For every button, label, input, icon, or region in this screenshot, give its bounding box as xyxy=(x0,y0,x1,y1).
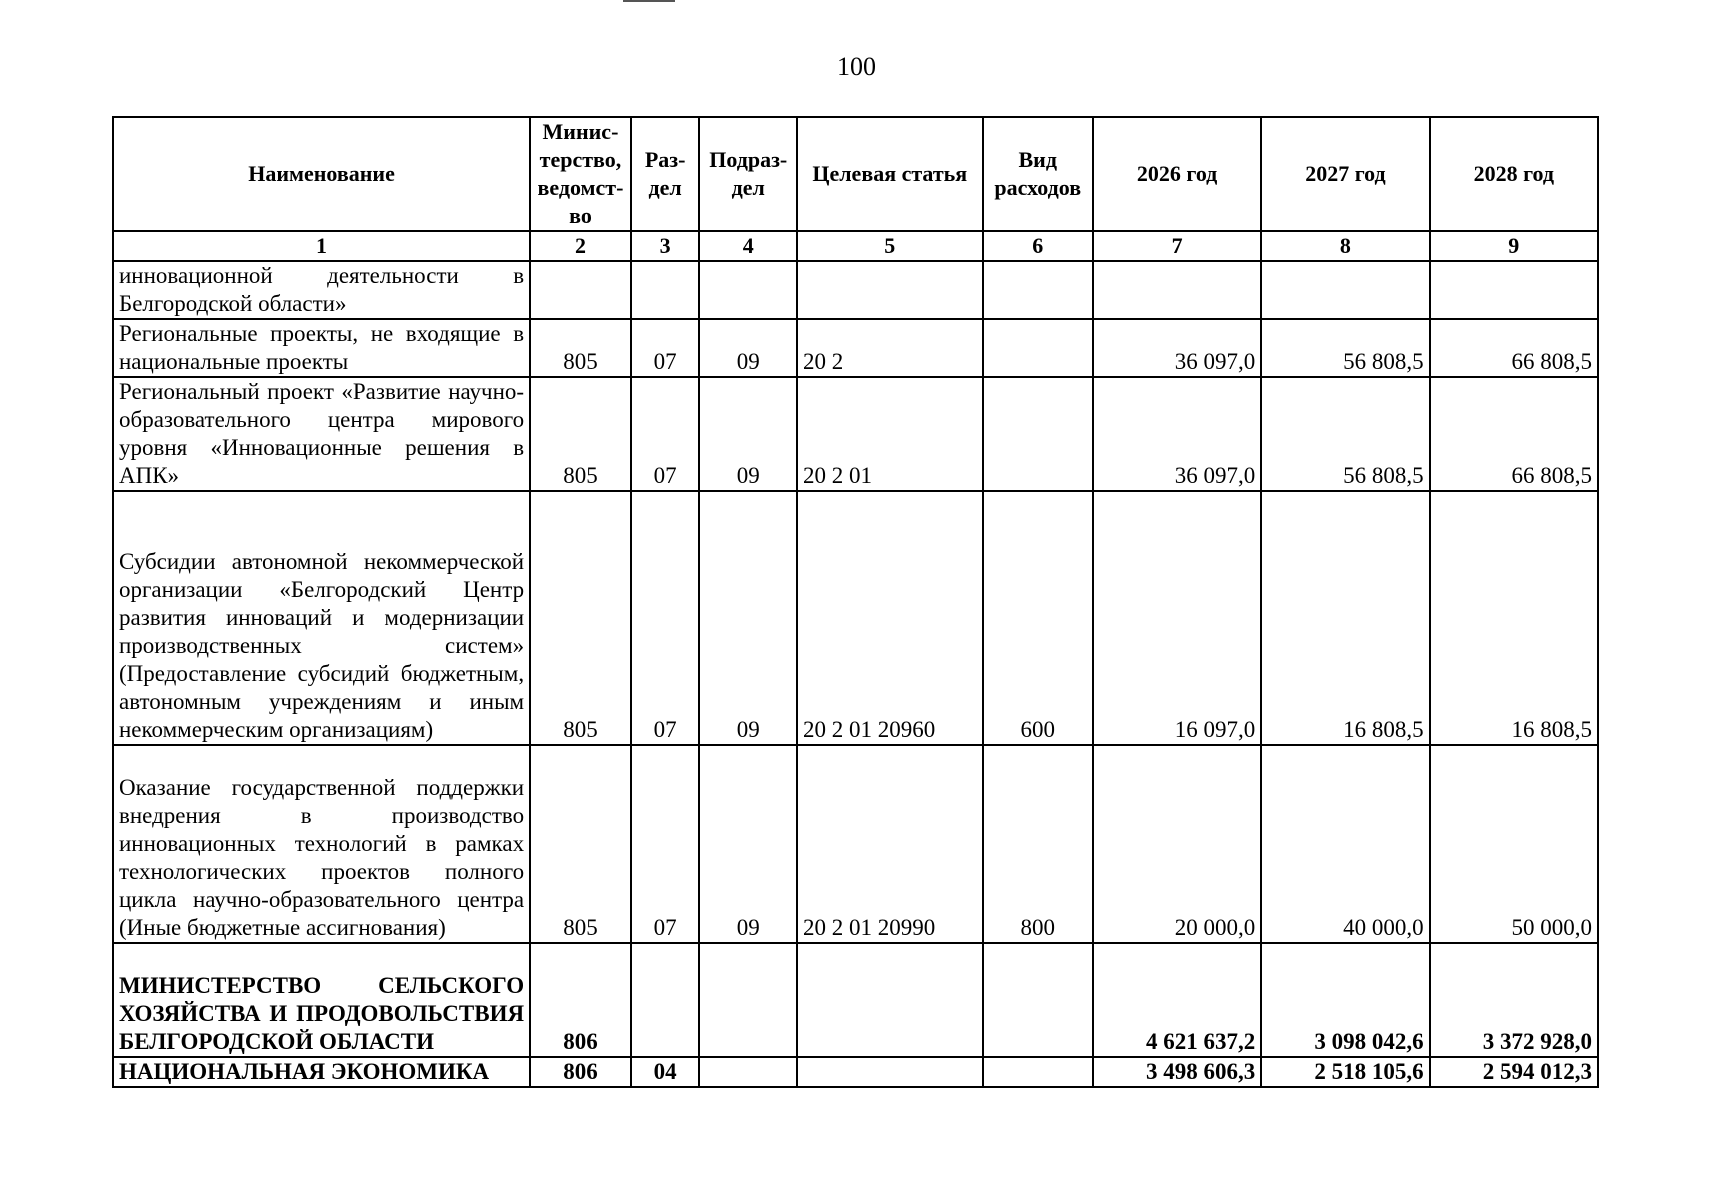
row-section: 07 xyxy=(631,319,700,377)
row-expense-type: 600 xyxy=(983,491,1093,745)
row-ministry: 806 xyxy=(530,943,631,1057)
row-name: Региональные проекты, не входящие в национальные проекты xyxy=(113,319,530,377)
top-scan-mark xyxy=(623,0,675,2)
column-number-row xyxy=(113,231,1598,261)
column-number: 6 xyxy=(983,231,1093,261)
row-subsection: 09 xyxy=(699,745,797,943)
row-section: 07 xyxy=(631,377,700,491)
row-expense-type xyxy=(983,943,1093,1057)
row-section xyxy=(631,943,700,1057)
row-amount-2027: 56 808,5 xyxy=(1261,319,1429,377)
header-ministry: Минис-терство, ведомст-во xyxy=(530,117,631,231)
row-amount-2028: 3 372 928,0 xyxy=(1430,943,1598,1057)
row-amount-2028: 2 594 012,3 xyxy=(1430,1057,1598,1087)
row-target-article xyxy=(797,261,982,319)
page-number: 100 xyxy=(837,52,876,81)
row-amount-2028: 16 808,5 xyxy=(1430,491,1598,745)
column-number: 1 xyxy=(113,231,530,261)
row-ministry: 805 xyxy=(530,377,631,491)
row-ministry: 805 xyxy=(530,491,631,745)
row-amount-2026: 36 097,0 xyxy=(1093,319,1261,377)
row-amount-2028 xyxy=(1430,261,1598,319)
row-name: инновационной деятельности в Белгородской области» xyxy=(113,261,530,319)
row-target-article xyxy=(797,1057,982,1087)
column-number: 7 xyxy=(1093,231,1261,261)
row-name: МИНИСТЕРСТВО СЕЛЬСКОГО ХОЗЯЙСТВА И ПРОДОВОЛЬСТВИЯ БЕЛГОРОДСКОЙ ОБЛАСТИ xyxy=(113,943,530,1057)
row-subsection xyxy=(699,943,797,1057)
row-expense-type xyxy=(983,377,1093,491)
column-number: 9 xyxy=(1430,231,1598,261)
row-amount-2026 xyxy=(1093,261,1261,319)
row-ministry: 805 xyxy=(530,319,631,377)
row-amount-2027: 40 000,0 xyxy=(1261,745,1429,943)
row-name: Субсидии автономной некоммерческой организации «Белгородский Центр развития инноваций и модернизации производственных систем» (Предоставление субсидий бюджетным, автономным учреждениям и иным некоммерческим организациям) xyxy=(113,491,530,745)
row-section: 07 xyxy=(631,491,700,745)
row-target-article: 20 2 xyxy=(797,319,982,377)
row-ministry xyxy=(530,261,631,319)
header-target-article: Целевая статья xyxy=(797,117,982,231)
row-amount-2026: 16 097,0 xyxy=(1093,491,1261,745)
row-subsection: 09 xyxy=(699,319,797,377)
header-year-2028: 2028 год xyxy=(1430,117,1598,231)
table-row xyxy=(113,1057,1598,1087)
row-name: Оказание государственной поддержки внедрения в производство инновационных технологий в рамках технологических проектов полного цикла научно-образовательного центра (Иные бюджетные ассигнования) xyxy=(113,745,530,943)
row-ministry: 805 xyxy=(530,745,631,943)
header-year-2027: 2027 год xyxy=(1261,117,1429,231)
row-target-article: 20 2 01 20990 xyxy=(797,745,982,943)
column-number: 2 xyxy=(530,231,631,261)
row-amount-2026: 20 000,0 xyxy=(1093,745,1261,943)
column-number: 4 xyxy=(699,231,797,261)
table-row xyxy=(113,377,1598,491)
row-name: Региональный проект «Развитие научно-образовательного центра мирового уровня «Инновационные решения в АПК» xyxy=(113,377,530,491)
header-section: Раз-дел xyxy=(631,117,700,231)
header-row xyxy=(113,117,1598,231)
table-row xyxy=(113,491,1598,745)
column-number: 3 xyxy=(631,231,700,261)
row-amount-2026: 36 097,0 xyxy=(1093,377,1261,491)
row-target-article: 20 2 01 20960 xyxy=(797,491,982,745)
row-expense-type: 800 xyxy=(983,745,1093,943)
row-amount-2028: 50 000,0 xyxy=(1430,745,1598,943)
row-amount-2028: 66 808,5 xyxy=(1430,377,1598,491)
row-amount-2027: 16 808,5 xyxy=(1261,491,1429,745)
header-name: Наименование xyxy=(113,117,530,231)
table-row xyxy=(113,943,1598,1057)
row-target-article: 20 2 01 xyxy=(797,377,982,491)
table-row xyxy=(113,319,1598,377)
row-target-article xyxy=(797,943,982,1057)
row-subsection xyxy=(699,1057,797,1087)
table-row xyxy=(113,745,1598,943)
row-amount-2026: 3 498 606,3 xyxy=(1093,1057,1261,1087)
row-amount-2027: 3 098 042,6 xyxy=(1261,943,1429,1057)
row-subsection: 09 xyxy=(699,491,797,745)
header-expense-type: Вид расходов xyxy=(983,117,1093,231)
row-section: 04 xyxy=(631,1057,700,1087)
table-row xyxy=(113,261,1598,319)
row-amount-2027: 2 518 105,6 xyxy=(1261,1057,1429,1087)
header-year-2026: 2026 год xyxy=(1093,117,1261,231)
column-number: 8 xyxy=(1261,231,1429,261)
row-expense-type xyxy=(983,1057,1093,1087)
row-subsection: 09 xyxy=(699,377,797,491)
row-expense-type xyxy=(983,261,1093,319)
row-amount-2028: 66 808,5 xyxy=(1430,319,1598,377)
row-name: НАЦИОНАЛЬНАЯ ЭКОНОМИКА xyxy=(113,1057,530,1087)
row-subsection xyxy=(699,261,797,319)
row-ministry: 806 xyxy=(530,1057,631,1087)
column-number: 5 xyxy=(797,231,982,261)
budget-table xyxy=(112,116,1599,1088)
row-amount-2026: 4 621 637,2 xyxy=(1093,943,1261,1057)
row-expense-type xyxy=(983,319,1093,377)
row-section xyxy=(631,261,700,319)
row-amount-2027 xyxy=(1261,261,1429,319)
row-section: 07 xyxy=(631,745,700,943)
row-amount-2027: 56 808,5 xyxy=(1261,377,1429,491)
header-subsection: Подраз-дел xyxy=(699,117,797,231)
